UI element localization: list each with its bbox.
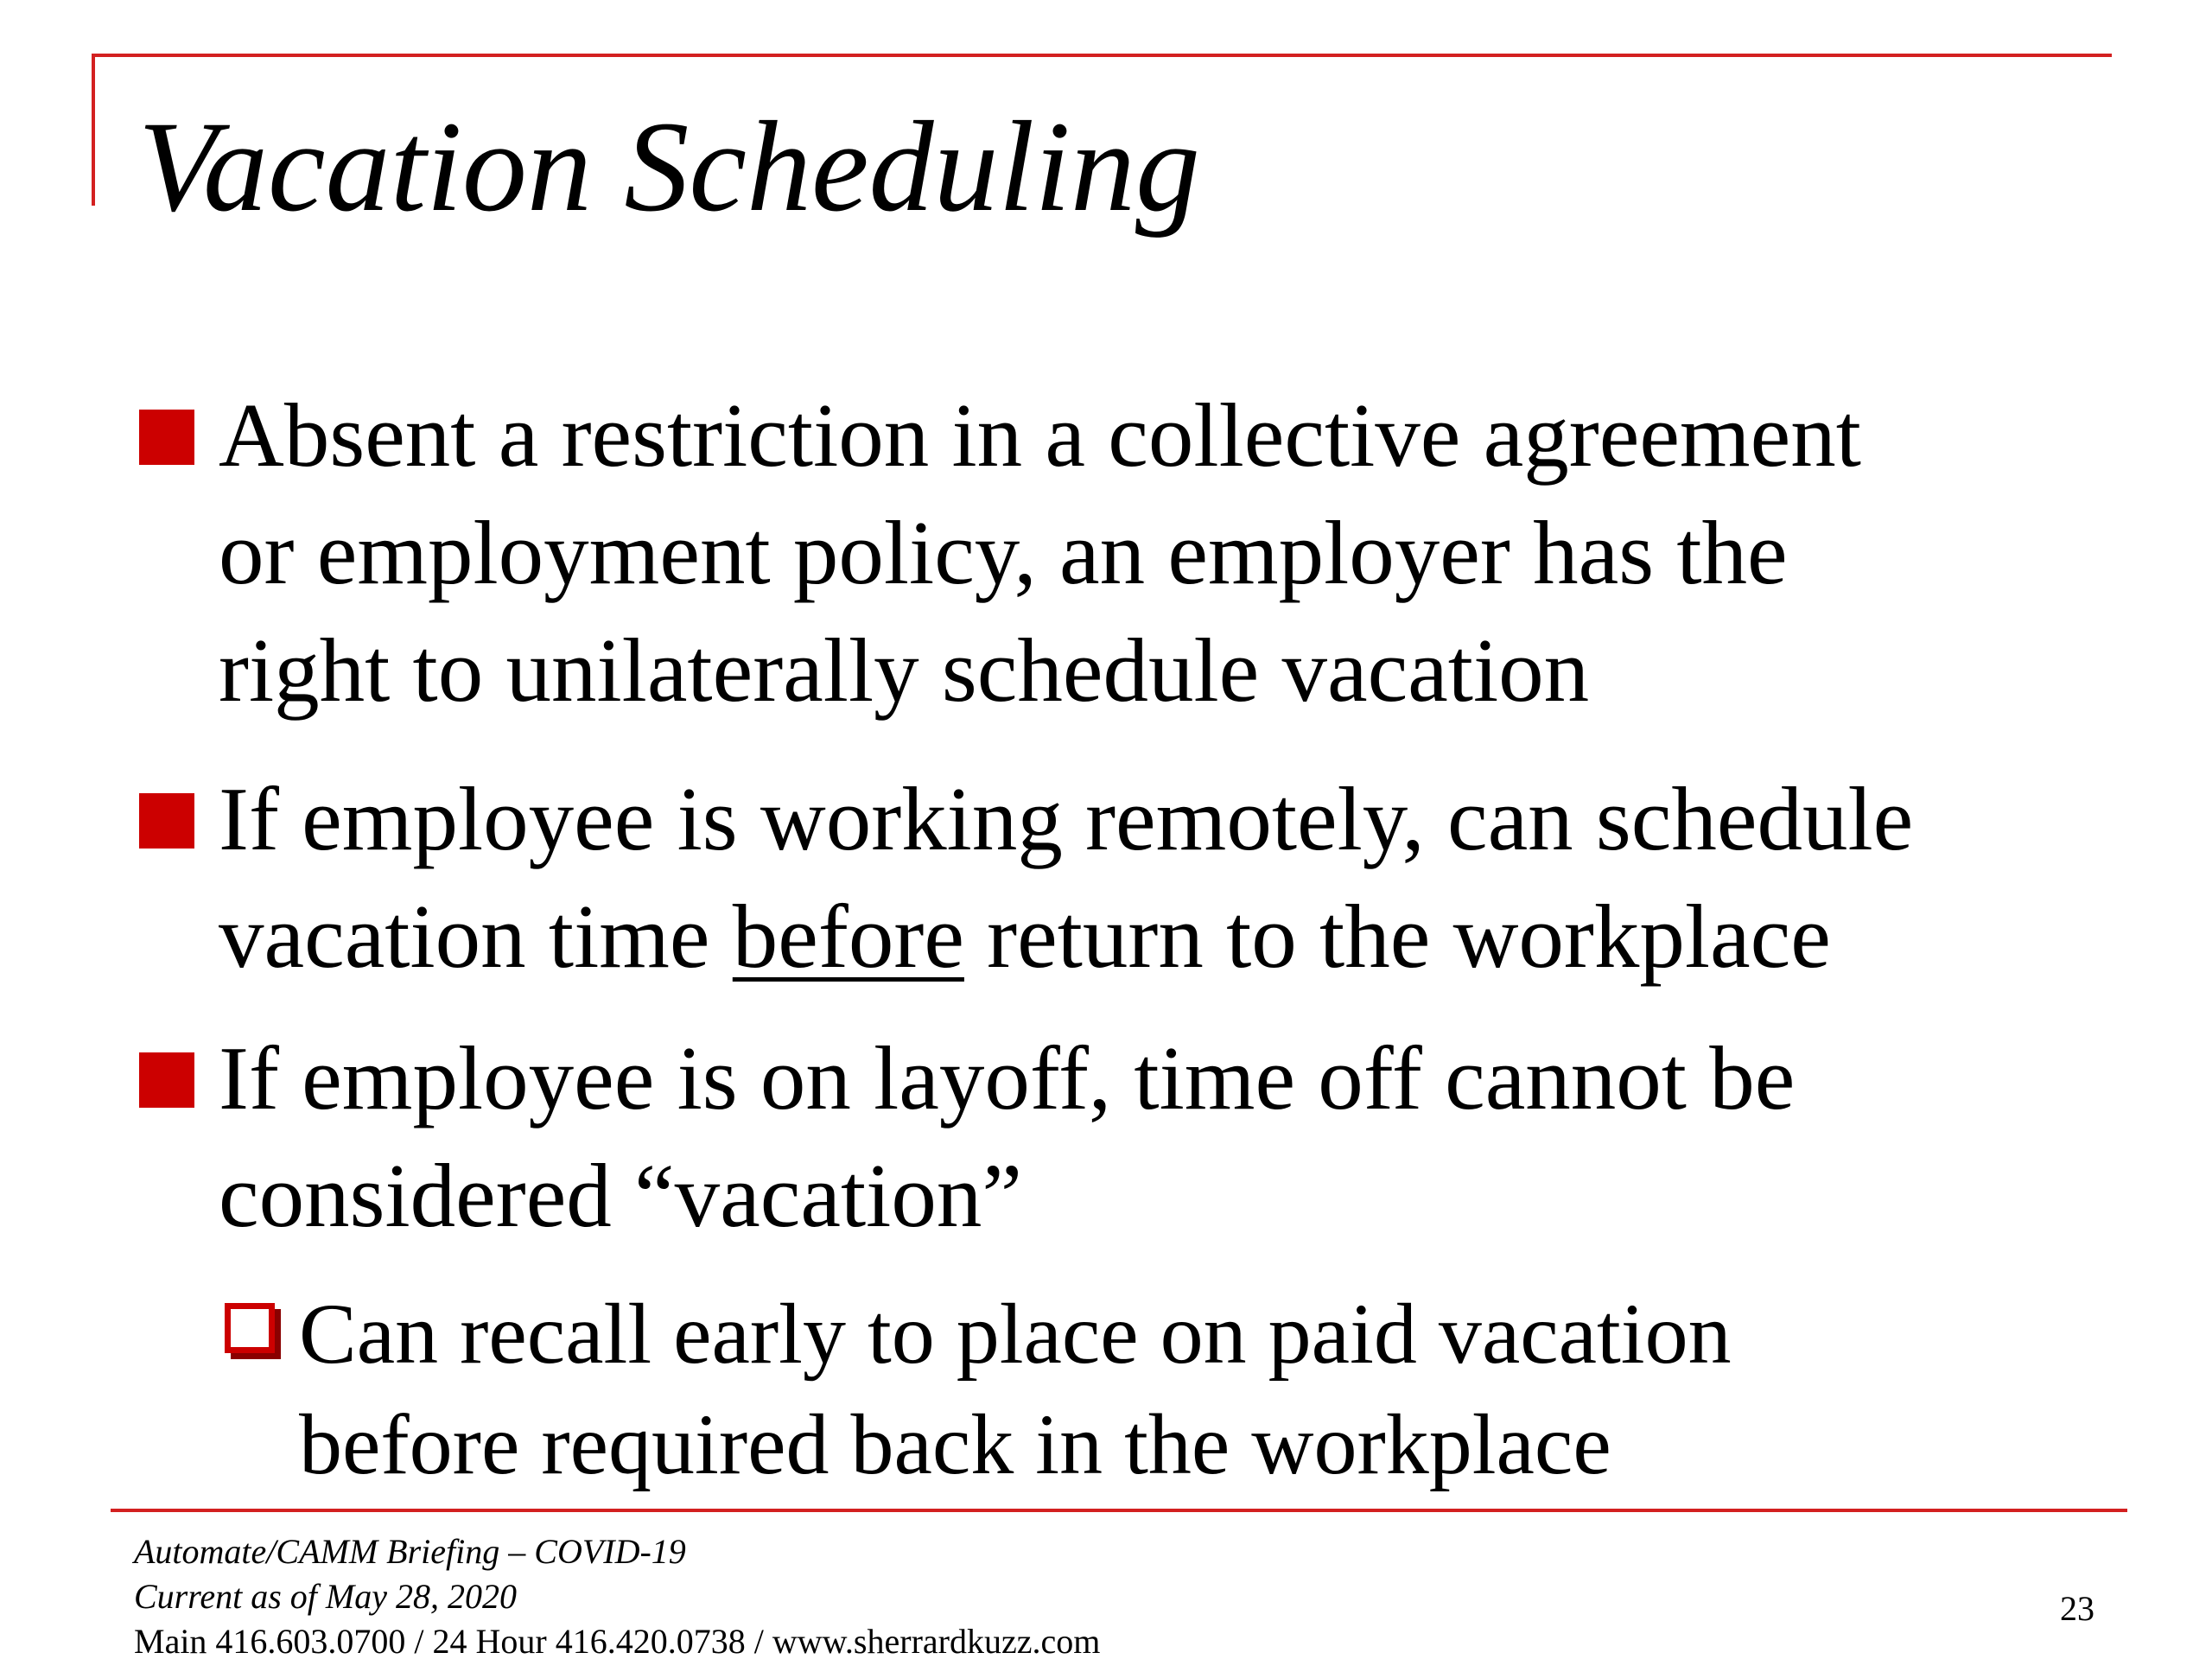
square-bullet-icon [139,793,194,849]
sub-bullet-text-line: before required back in the workplace [299,1396,1611,1492]
bullet-text-line: Absent a restriction in a collective agreement [219,385,1861,486]
footer-date: Current as of May 28, 2020 [134,1577,517,1616]
square-bullet-icon [139,1052,194,1108]
bullet-text-segment: return to the workplace [963,886,1831,987]
underlined-word: before [732,886,964,987]
bullet-text-line: considered “vacation” [219,1145,1022,1246]
bullet-item [219,760,1913,995]
footer-contact: Main 416.603.0700 / 24 Hour 416.420.0738 / www.sherrardkuzz.com [134,1622,1101,1659]
footer-rule [111,1509,2127,1512]
bullet-text-line: or employment policy, an employer has the [219,502,1788,603]
bullet-item [219,1020,1795,1255]
bullet-text-segment: vacation time [219,886,733,987]
square-bullet-icon [139,410,194,465]
bullet-text-line: If employee is working remotely, can schedule [219,768,1914,869]
hollow-square-bullet-icon [225,1303,275,1353]
left-accent-rule [92,54,95,206]
slide-title: Vacation Scheduling [138,95,1200,238]
bullet-text-line: If employee is on layoff, time off cannot be [219,1027,1796,1128]
footer-briefing: Automate/CAMM Briefing – COVID-19 [134,1532,686,1571]
sub-bullet-text-line: Can recall early to place on paid vacation [299,1286,1732,1382]
top-accent-rule [92,54,2112,57]
page-number: 23 [2060,1589,2094,1628]
bullet-item [219,377,1861,729]
bullet-text-line [219,878,1913,995]
sub-bullet-item [299,1279,1732,1500]
footer [134,1529,1100,1659]
bullet-text-line: right to unilaterally schedule vacation [219,620,1590,721]
